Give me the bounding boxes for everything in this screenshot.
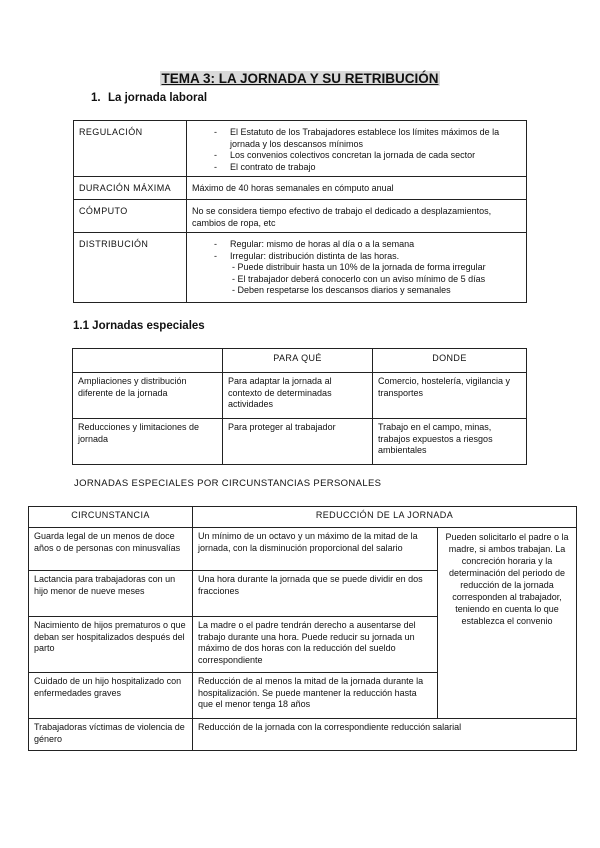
table-cell: Lactancia para trabajadoras con un hijo menor de nueve meses	[29, 571, 193, 617]
page-title: TEMA 3: LA JORNADA Y SU RETRIBUCIÓN	[161, 71, 439, 86]
column-header: CIRCUNSTANCIA	[29, 507, 193, 528]
list-item: - El trabajador deberá conocerlo con un aviso mínimo de 5 días	[232, 273, 486, 284]
jornadas-especiales-table	[72, 348, 527, 465]
list-item: - Regular: mismo de horas al día o a la semana	[214, 239, 521, 251]
circunstancias-personales-table	[28, 506, 577, 751]
table-cell: Guarda legal de un menos de doce años o de personas con minusvalías	[29, 528, 193, 571]
list-item: - Los convenios colectivos concretan la jornada de cada sector	[214, 150, 521, 162]
table-cell: Comercio, hostelería, vigilancia y transportes	[373, 373, 527, 419]
table-row	[73, 373, 527, 419]
jornada-laboral-table	[73, 120, 527, 303]
computo-value: No se considera tiempo efectivo de trabajo el dedicado a desplazamientos, cambios de ropa, etc	[187, 200, 527, 233]
list-item: - El contrato de trabajo	[214, 162, 521, 174]
table-row	[74, 233, 527, 303]
table-cell: Cuidado de un hijo hospitalizado con enfermedades graves	[29, 673, 193, 719]
table-cell: Un mínimo de un octavo y un máximo de la mitad de la jornada, con la disminución proporcional del salario	[193, 528, 438, 571]
table-row	[29, 528, 577, 571]
computo-key: CÓMPUTO	[74, 200, 187, 233]
side-note: Pueden solicitarlo el padre o la madre, si ambos trabajan. La concreción horaria y la determinación del periodo de reducción de la jornada corresponden al trabajador, teniendo en cuenta lo que establezca el convenio	[438, 528, 577, 719]
table-row	[73, 419, 527, 465]
table-row	[74, 177, 527, 200]
table-row	[29, 719, 577, 751]
table-cell: Ampliaciones y distribución diferente de la jornada	[73, 373, 223, 419]
table-cell: Nacimiento de hijos prematuros o que deban ser hospitalizados después del parto	[29, 617, 193, 673]
regulacion-key: REGULACIÓN	[74, 121, 187, 177]
table-cell: Trabajadoras víctimas de violencia de género	[29, 719, 193, 751]
section-heading-jornada-laboral: 1. La jornada laboral	[91, 92, 208, 104]
list-item: - Puede distribuir hasta un 10% de la jornada de forma irregular	[232, 262, 486, 272]
section-heading-jornadas-especiales: 1.1 Jornadas especiales	[73, 320, 205, 332]
table-cell: Para proteger al trabajador	[223, 419, 373, 465]
table-row	[74, 121, 527, 177]
table-cell: Una hora durante la jornada que se puede dividir en dos fracciones	[193, 571, 438, 617]
table-cell: La madre o el padre tendrán derecho a ausentarse del trabajo durante una hora. Puede reducir su jornada un máximo de dos horas con la reducción del sueldo correspondiente	[193, 617, 438, 673]
distribucion-key: DISTRIBUCIÓN	[74, 233, 187, 303]
regulacion-value	[187, 121, 527, 177]
column-header	[73, 349, 223, 373]
list-item: - Deben respetarse los descansos diarios y semanales	[232, 285, 451, 295]
list-item: - Irregular: distribución distinta de las horas.	[214, 251, 521, 263]
table-cell: Reducciones y limitaciones de jornada	[73, 419, 223, 465]
duracion-value: Máximo de 40 horas semanales en cómputo anual	[187, 177, 527, 200]
table-cell: Reducción de la jornada con la correspondiente reducción salarial	[193, 719, 577, 751]
section-heading-circunstancias-personales: JORNADAS ESPECIALES POR CIRCUNSTANCIAS PERSONALES	[74, 478, 382, 489]
table-header-row	[29, 507, 577, 528]
table-cell: Trabajo en el campo, minas, trabajos expuestos a riesgos ambientales	[373, 419, 527, 465]
column-header: REDUCCIÓN DE LA JORNADA	[193, 507, 577, 528]
table-cell: Para adaptar la jornada al contexto de determinadas actividades	[223, 373, 373, 419]
distribucion-value	[187, 233, 527, 303]
table-row	[74, 200, 527, 233]
table-header-row	[73, 349, 527, 373]
table-cell: Reducción de al menos la mitad de la jornada durante la hospitalización. Se puede mantener la reducción hasta que el menor tenga 18 años	[193, 673, 438, 719]
list-item: - El Estatuto de los Trabajadores establece los límites máximos de la jornada y los descansos mínimos	[214, 127, 521, 150]
column-header: DONDE	[373, 349, 527, 373]
column-header: PARA QUÉ	[223, 349, 373, 373]
duracion-key: DURACIÓN MÁXIMA	[74, 177, 187, 200]
